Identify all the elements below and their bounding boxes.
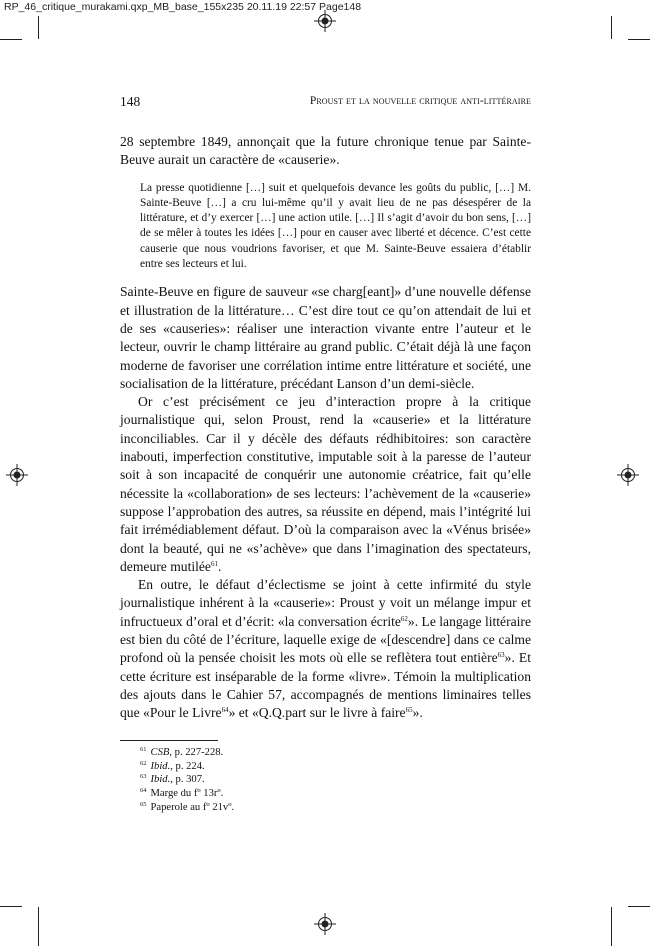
crop-mark-top-left-vertical [38, 16, 39, 39]
footnote-ref-63: 63 [497, 651, 505, 660]
paragraph-4-text-c: ». Et cette écriture est inséparable de la forme «livre». Témoin la multiplication des ajouts dans le Cahier 57, accompagnés de mentions liminaires telles que «Pour le Livre [120, 650, 531, 721]
printer-slug: RP_46_critique_murakami.qxp_MB_base_155x235 20.11.19 22:57 Page148 [4, 1, 362, 13]
footnote-ref-64: 64 [221, 706, 229, 715]
registration-mark-right-icon [617, 464, 639, 486]
footnotes [140, 746, 234, 815]
footnote-61 [140, 746, 234, 760]
crop-mark-bottom-left-horizontal [0, 906, 22, 907]
paragraph-4-text-a: En outre, le défaut d’éclectisme se joint à cette infirmité du style journalistique inhérent à la «causerie»: Proust y voit un mélange impur et infructueux d’oral et d’écrit: «la conversation écrite [120, 577, 531, 629]
footnote-title: CSB [150, 747, 170, 758]
crop-mark-top-right-horizontal [628, 39, 650, 40]
footnote-number: 63 [140, 773, 147, 781]
paragraph-4-text-d: » et «Q.Q.part sur le livre à faire [228, 705, 406, 721]
footnote-separator [120, 740, 218, 741]
footnote-63 [140, 773, 234, 787]
footnote-title: Ibid. [150, 760, 171, 772]
crop-mark-top-right-vertical [611, 16, 612, 39]
paragraph-4 [120, 576, 531, 722]
footnote-ref-62: 62 [400, 614, 408, 623]
running-head [120, 94, 531, 110]
paragraph-1: 28 septembre 1849, annonçait que la future chronique tenue par Sainte-Beuve aurait un caractère de «causerie». [120, 134, 531, 168]
footnote-text: , p. 224. [170, 760, 205, 772]
registration-mark-top-icon [314, 10, 336, 32]
footnote-ref-61: 61 [210, 559, 218, 568]
page-number: 148 [120, 94, 141, 109]
block-quote: La presse quotidienne […] suit et quelquefois devance les goûts du public, […] M. Sainte-Beuve […] a cru lui-même qu’il y avait lieu de ne pas désespérer de la littérature, et d’y exercer […] une action utile. […] Il s’agit d’avoir du bon sens, […] de se mêler à toutes les idées […] pour en causer avec liberté et décence. C’est cette causerie que nous voudrions favoriser, et que M. Sainte-Beuve essaiera d’établir entre ses lecteurs et lui. [140, 181, 531, 271]
paragraph-4-text-b: ». Le langage littéraire est bien du côté de l’écriture, laquelle exige de «[descendre] dans ce calme profond où la pensée choisit les mots où elle se reflètera tout entière [120, 613, 531, 666]
registration-mark-left-icon [6, 464, 28, 486]
footnote-number: 62 [140, 759, 147, 767]
footnote-65 [140, 801, 234, 815]
crop-mark-top-left-horizontal [0, 39, 22, 40]
running-title: Proust et la nouvelle critique anti-littéraire [309, 95, 531, 107]
footnote-ref-65: 65 [405, 706, 413, 715]
footnote-62 [140, 760, 234, 774]
footnote-title: Ibid. [150, 774, 171, 786]
crop-mark-bottom-right-vertical [611, 907, 612, 946]
footnote-text: , p. 307. [170, 774, 205, 786]
crop-mark-bottom-left-vertical [38, 907, 39, 946]
paragraph-2: Sainte-Beuve en figure de sauveur «se charg[eant]» d’une nouvelle défense et illustration de la littérature… C’est dire tout ce qu’on attendait de lui et de ses «causeries»: réaliser une interaction vivante entre l’auteur et le lecteur, ouvrir le champ littéraire au grand public. C’était déjà là une façon moderne de favoriser une corrélation intime entre littérature et société, une socialisation de la littérature, précédant Lanson d’un demi-siècle. [120, 284, 531, 391]
paragraph-4-text-e: ». [412, 705, 423, 721]
footnote-text: , p. 227-228. [169, 747, 224, 758]
crop-mark-bottom-right-horizontal [628, 906, 650, 907]
footnote-64 [140, 787, 234, 801]
paragraph-3: Or c’est précisément ce jeu d’interaction propre à la critique journalistique qui, selon Proust, rend la «causerie» et la littérature inconciliables. Car il y décèle des défauts rédhibitoires: son caractère inabouti, imperfection constitutive, imputable soit à la paresse de l’auteur soit à son incapacité de conquérir une autonomie créatrice, fait qu’elle nécessite la «collaboration» de ses lecteurs: l’achèvement de la «causerie» suppose l’approbation des autres, sa réussite en dépend, mais l’intégrité lui fait irrémédiablement défaut. D’où la comparaison avec la «Vénus brisée» dont la beauté, qui ne «s’achève» que dans l’imagination des spectateurs, demeure mutilée$^{61}$. [120, 394, 531, 574]
main-text [120, 133, 531, 723]
registration-mark-bottom-icon [314, 913, 336, 935]
footnote-number: 61 [140, 746, 147, 753]
footnote-number: 65 [140, 800, 147, 808]
footnote-text: Paperole au fº 21vº. [150, 801, 235, 813]
footnote-number: 64 [140, 787, 147, 795]
paragraph-3-text: Or c’est précisément ce jeu d’interaction propre à la critique journalistique qui, selon Proust, rend la «causerie» et la littérature inconciliables. Car il y décèle des défauts rédhibitoires: son caractère inabouti, imperfection constitutive, imputable soit à la paresse de l’auteur soit à son incapacité de conquérir une autonomie créatrice, fait qu’elle nécessite la «collaboration» de ses lecteurs: l’achèvement de la «causerie» suppose l’approbation des autres, sa réussite en dépend, mais l’intégrité lui fait irrémédiablement défaut. D’où la comparaison avec la «Vénus brisée» dont la beauté, qui ne «s’achève» que dans l’imagination des spectateurs, demeure mutilée [120, 394, 531, 574]
footnote-text: Marge du fº 13rº. [150, 788, 224, 800]
